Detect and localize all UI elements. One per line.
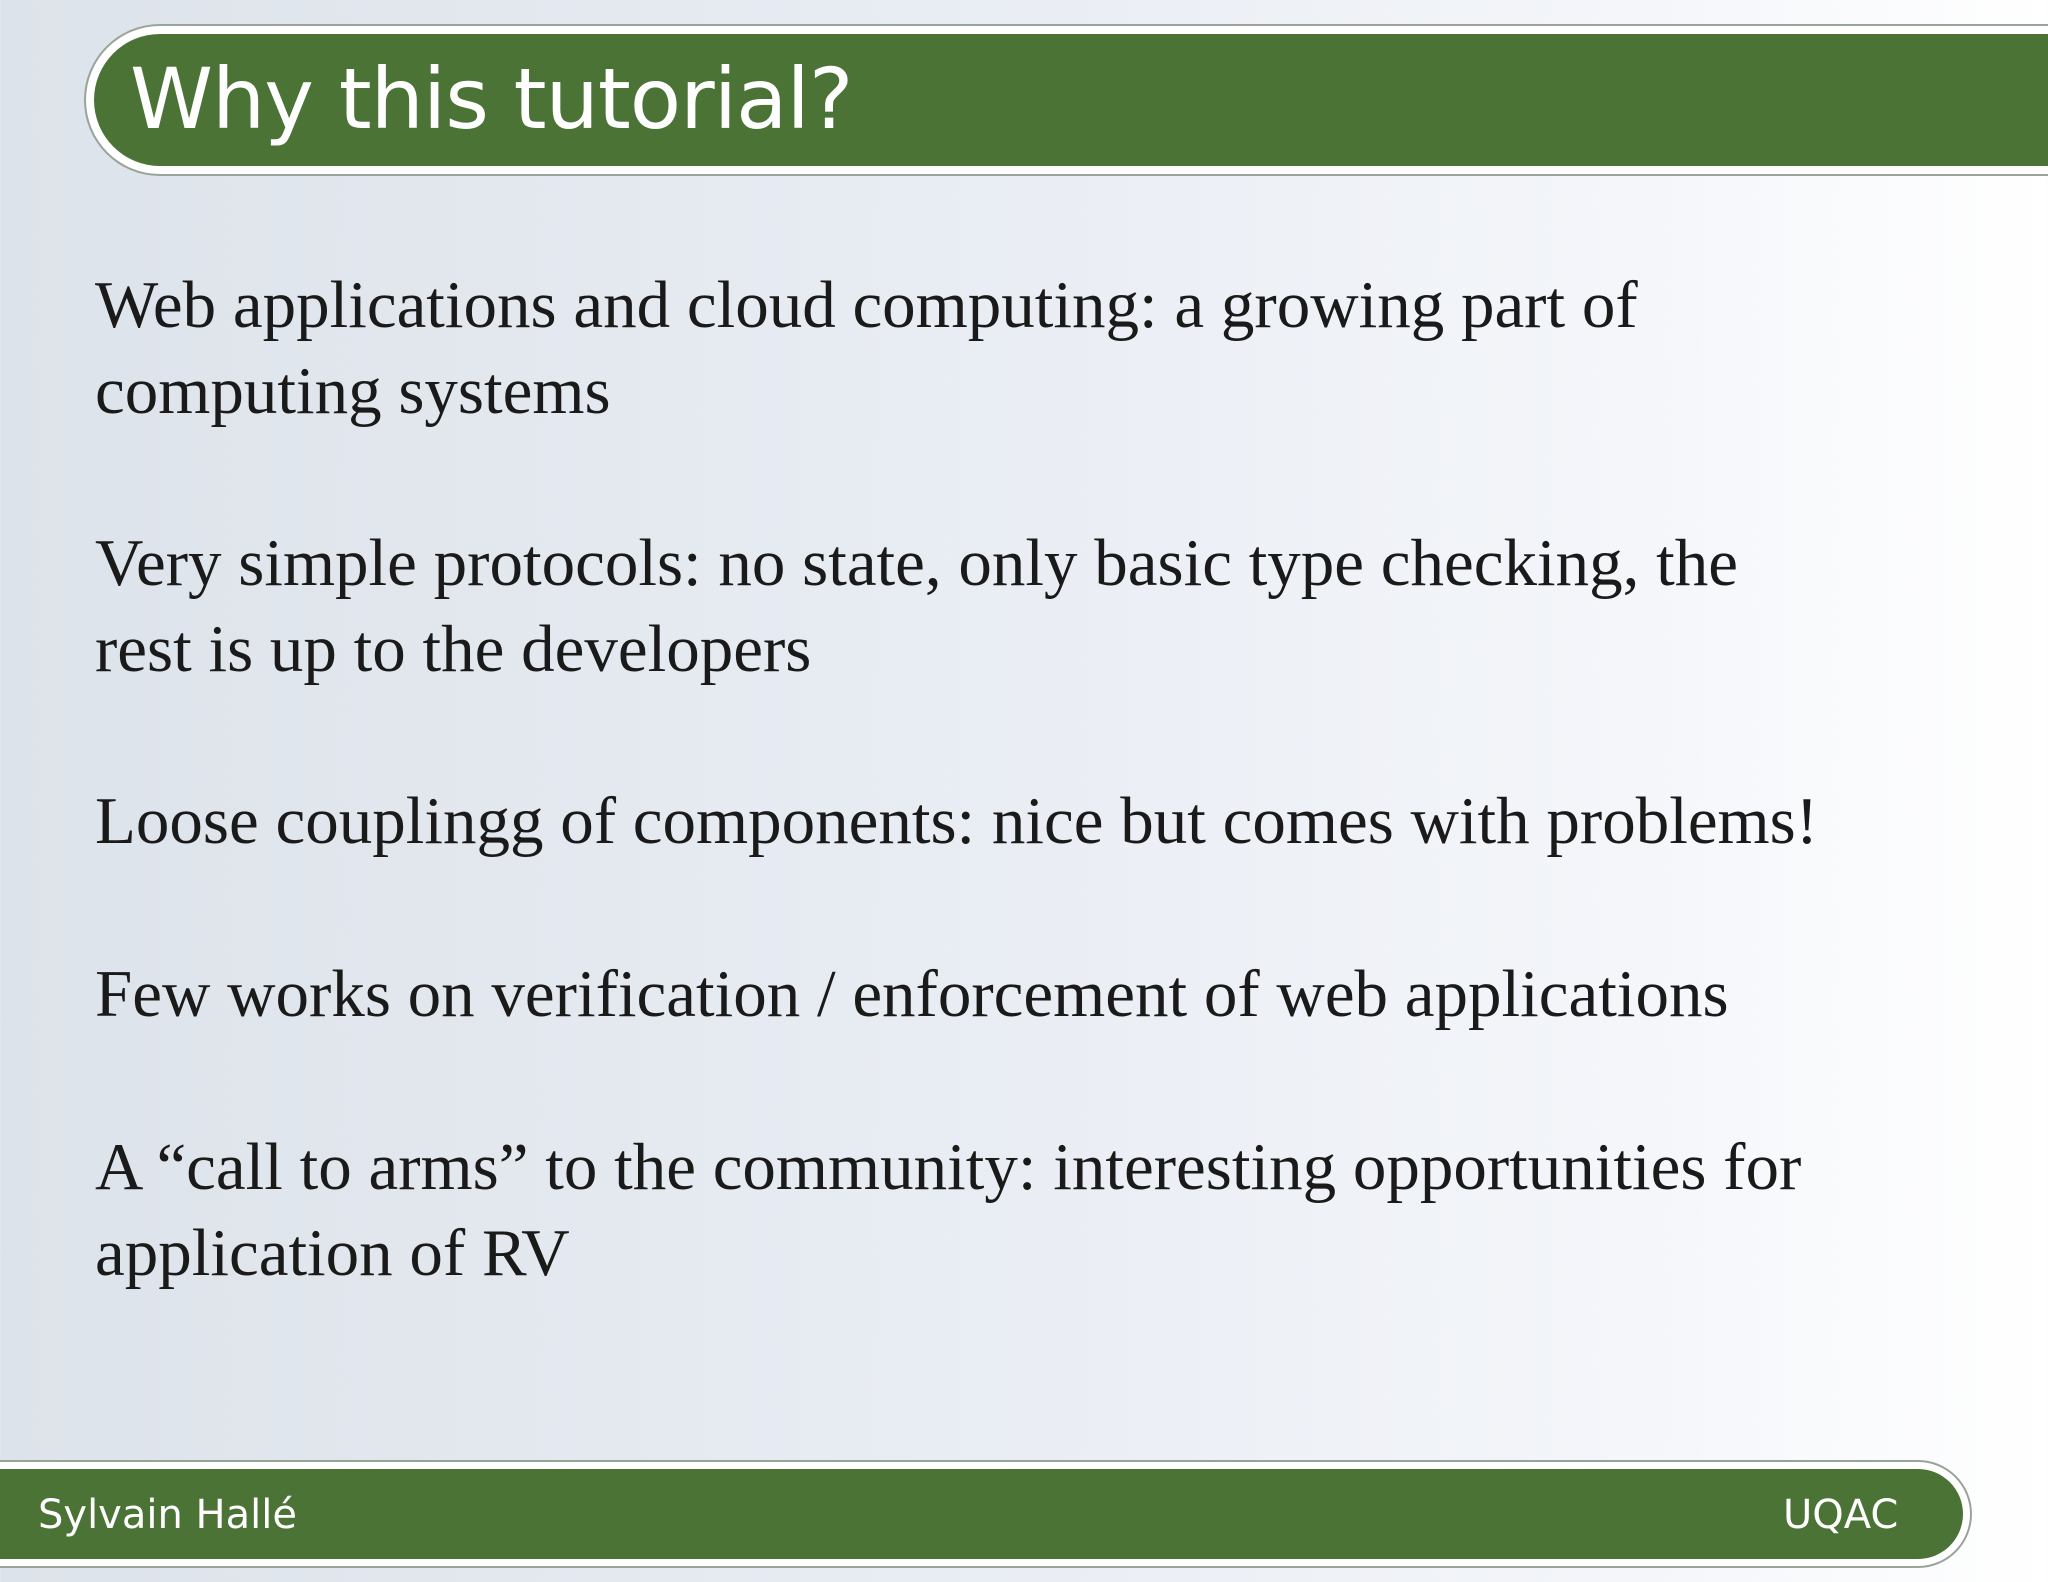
bullet-line: Few works on verification / enforcement of web applications — [95, 957, 1729, 1031]
footer-author: Sylvain Hallé — [38, 1492, 297, 1538]
bullet-line: computing systems — [95, 354, 611, 428]
bullet-point — [95, 951, 1995, 1037]
bullet-point — [95, 262, 1995, 434]
bullet-line: rest is up to the developers — [95, 612, 812, 686]
bullet-point — [95, 520, 1995, 692]
bullet-line: application of RV — [95, 1216, 570, 1290]
footer-organization: UQAC — [1783, 1492, 1899, 1538]
bullet-point — [95, 1124, 1995, 1296]
bullet-point — [95, 778, 1995, 864]
bullet-line: A “call to arms” to the community: interesting opportunities for — [95, 1130, 1802, 1204]
slide-content — [95, 262, 1995, 1382]
bullet-line: Web applications and cloud computing: a growing part of — [95, 268, 1638, 342]
bullet-line: Loose couplingg of components: nice but comes with problems! — [95, 784, 1819, 858]
bullet-line: Very simple protocols: no state, only basic type checking, the — [95, 526, 1738, 600]
slide-title: Why this tutorial? — [130, 50, 853, 148]
